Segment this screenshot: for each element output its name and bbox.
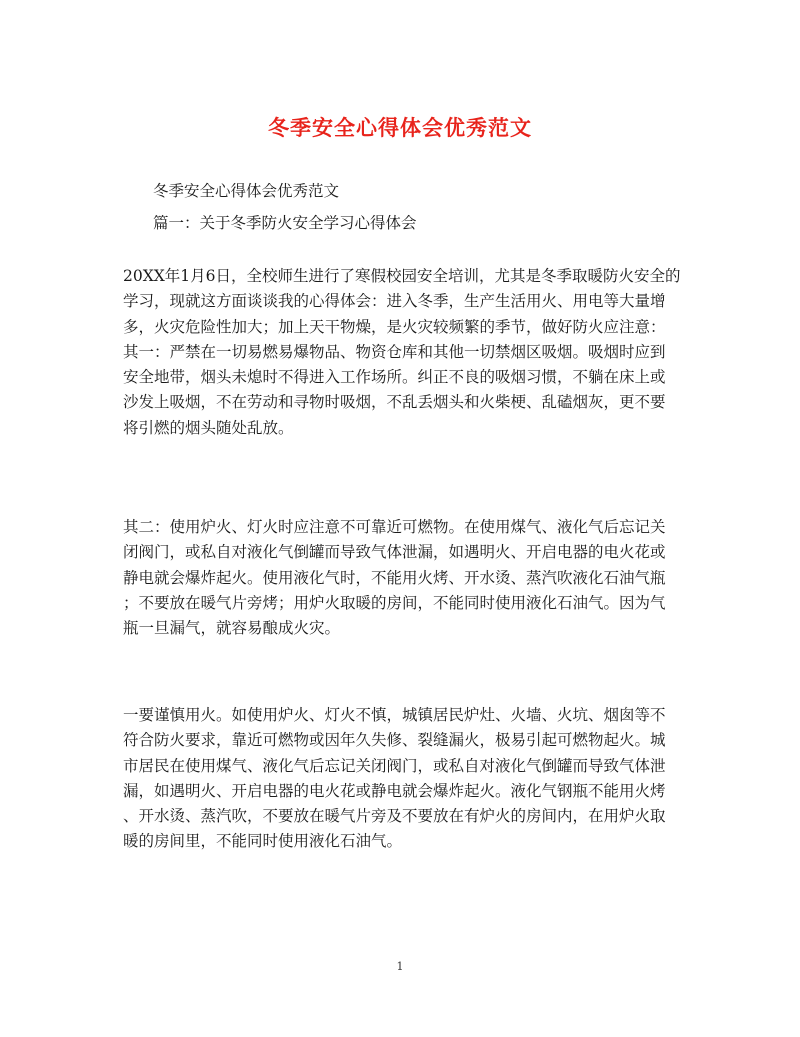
paragraph-line: 将引燃的烟头随处乱放。 xyxy=(123,418,294,437)
paragraph-line: 其二：使用炉火、灯火时应注意不可靠近可燃物。在使用煤气、液化气后忘记关 xyxy=(123,518,666,536)
paragraph-line: 一要谨慎用火。如使用炉火、灯火不慎，城镇居民炉灶、火墙、火坑、烟囱等不 xyxy=(123,706,666,724)
paragraph-1 xyxy=(123,264,683,441)
document-title: 冬季安全心得体会优秀范文 xyxy=(268,115,532,140)
document-subtitle: 冬季安全心得体会优秀范文 xyxy=(153,182,340,200)
paragraph-line: 其一：严禁在一切易燃易爆物品、物资仓库和其他一切禁烟区吸烟。吸烟时应到 xyxy=(123,342,666,361)
paragraph-line: 、开水烫、蒸汽吹，不要放在暖气片旁及不要放在有炉火的房间内，在用炉火取 xyxy=(123,807,666,826)
paragraph-line: 安全地带，烟头未熄时不得进入工作场所。纠正不良的吸烟习惯，不躺在床上或 xyxy=(123,368,666,387)
paragraph-line: 20XX年1月6日，全校师生进行了寒假校园安全培训，尤其是冬季取暖防火安全的 xyxy=(123,267,681,285)
paragraph-2 xyxy=(123,515,683,641)
page-number: 1 xyxy=(396,960,404,973)
paragraph-line: 漏，如遇明火、开启电器的电火花或静电就会爆炸起火。液化气钢瓶不能用火烤 xyxy=(123,781,666,800)
paragraph-line: 学习，现就这方面谈谈我的心得体会：进入冬季，生产生活用火、用电等大量增 xyxy=(123,292,666,311)
paragraph-line: 沙发上吸烟，不在劳动和寻物时吸烟，不乱丢烟头和火柴梗、乱磕烟灰，更不要 xyxy=(123,393,666,412)
paragraph-line: 符合防火要求，靠近可燃物或因年久失修、裂缝漏火，极易引起可燃物起火。城 xyxy=(123,731,666,750)
paragraph-line: ；不要放在暖气片旁烤；用炉火取暖的房间，不能同时使用液化石油气。因为气 xyxy=(123,593,666,612)
paragraph-3 xyxy=(123,703,683,855)
section-heading: 篇一：关于冬季防火安全学习心得体会 xyxy=(153,214,417,232)
paragraph-line: 市居民在使用煤气、液化气后忘记关闭阀门，或私自对液化气倒罐而导致气体泄 xyxy=(123,756,666,775)
paragraph-line: 暖的房间里，不能同时使用液化石油气。 xyxy=(123,832,403,851)
paragraph-line: 静电就会爆炸起火。使用液化气时，不能用火烤、开水烫、蒸汽吹液化石油气瓶 xyxy=(123,568,666,587)
paragraph-line: 多，火灾危险性加大；加上天干物燥，是火灾较频繁的季节，做好防火应注意： xyxy=(123,317,666,336)
paragraph-line: 瓶一旦漏气，就容易酿成火灾。 xyxy=(123,619,341,638)
paragraph-line: 闭阀门，或私自对液化气倒罐而导致气体泄漏，如遇明火、开启电器的电火花或 xyxy=(123,543,666,562)
